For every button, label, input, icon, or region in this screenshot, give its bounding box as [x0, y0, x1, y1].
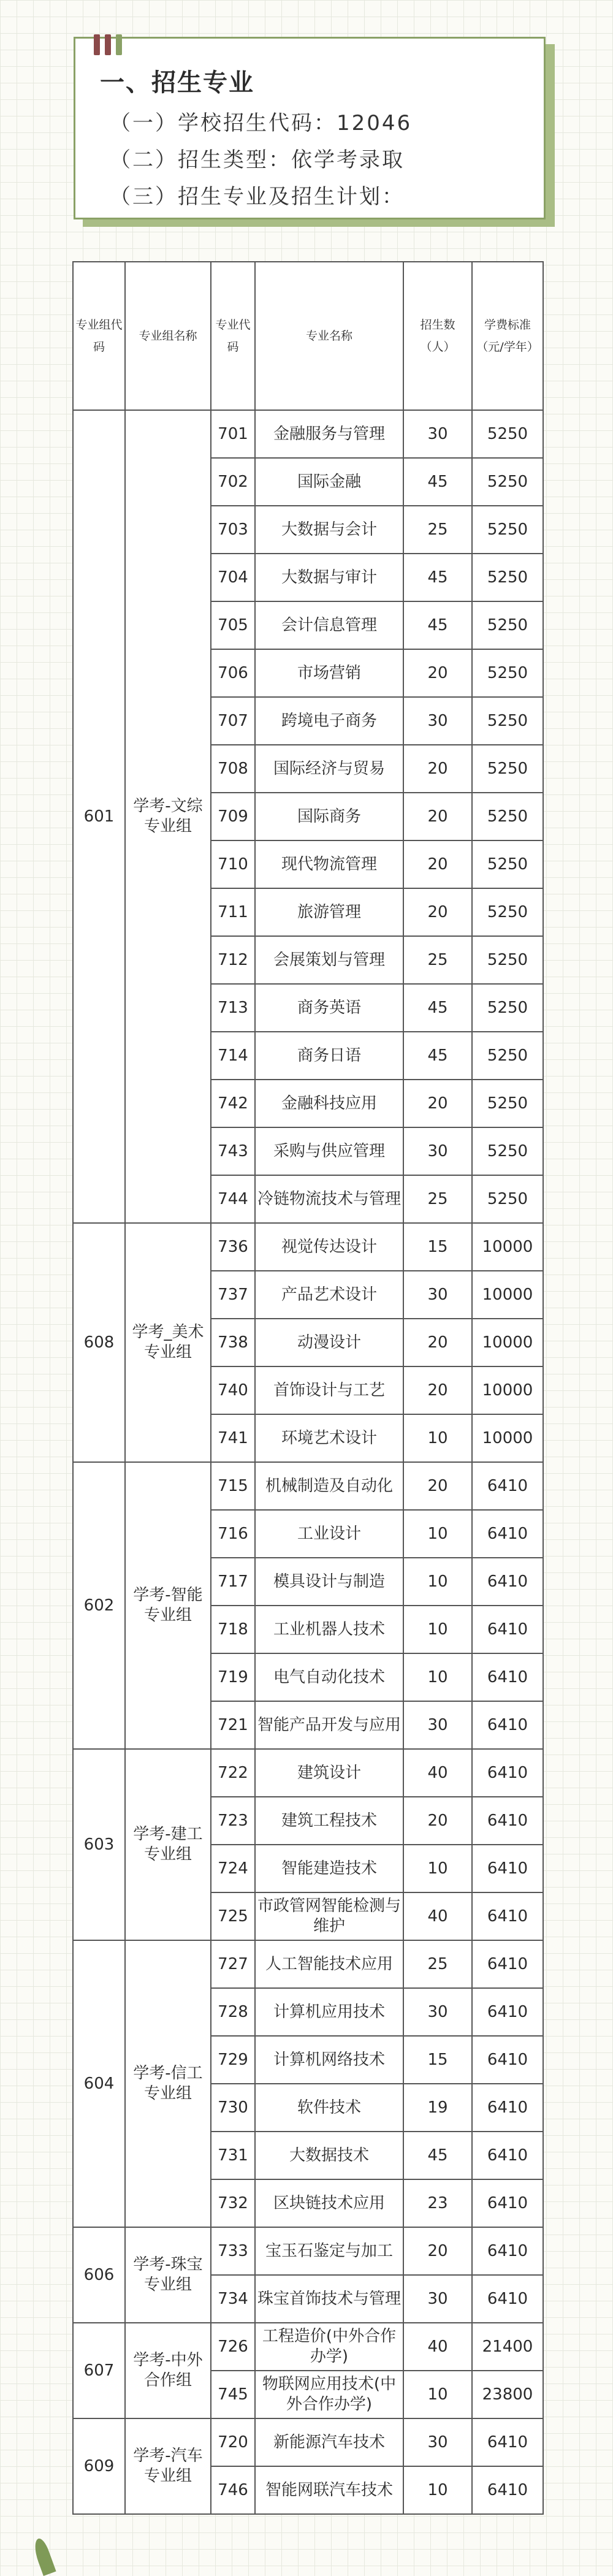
fee-cell: 6410 [472, 1797, 543, 1845]
fee-cell: 10000 [472, 1366, 543, 1414]
col-header-count: 招生数（人） [403, 262, 472, 410]
major-name-cell: 大数据与会计 [255, 506, 403, 554]
fee-cell: 6410 [472, 1701, 543, 1749]
count-cell: 20 [403, 888, 472, 936]
major-name-cell: 商务英语 [255, 984, 403, 1032]
group-name-cell: 学考-信工专业组 [125, 1940, 211, 2227]
group-name-cell: 学考-文综专业组 [125, 410, 211, 1223]
fee-cell: 21400 [472, 2323, 543, 2371]
major-code-cell: 734 [211, 2275, 255, 2323]
fee-cell: 6410 [472, 1940, 543, 1988]
major-name-cell: 视觉传达设计 [255, 1223, 403, 1271]
col-header-major-name: 专业名称 [255, 262, 403, 410]
fee-cell: 6410 [472, 1988, 543, 2036]
fee-cell: 5250 [472, 649, 543, 697]
count-cell: 40 [403, 2323, 472, 2371]
major-name-cell: 金融科技应用 [255, 1080, 403, 1127]
count-cell: 10 [403, 1510, 472, 1558]
major-name-cell: 新能源汽车技术 [255, 2418, 403, 2466]
major-code-cell: 746 [211, 2466, 255, 2514]
major-code-cell: 728 [211, 1988, 255, 2036]
count-cell: 20 [403, 1319, 472, 1366]
major-name-cell: 产品艺术设计 [255, 1271, 403, 1319]
count-cell: 45 [403, 2132, 472, 2179]
major-code-cell: 745 [211, 2371, 255, 2418]
major-code-cell: 701 [211, 410, 255, 458]
fee-cell: 6410 [472, 1653, 543, 1701]
count-cell: 30 [403, 2418, 472, 2466]
major-code-cell: 702 [211, 458, 255, 506]
fee-cell: 5250 [472, 410, 543, 458]
major-code-cell: 736 [211, 1223, 255, 1271]
count-cell: 45 [403, 601, 472, 649]
count-cell: 20 [403, 1797, 472, 1845]
count-cell: 25 [403, 1940, 472, 1988]
fee-cell: 10000 [472, 1319, 543, 1366]
major-code-cell: 733 [211, 2227, 255, 2275]
group-code-cell: 607 [73, 2323, 125, 2418]
count-cell: 25 [403, 936, 472, 984]
leaf-decoration [31, 2537, 56, 2576]
major-code-cell: 719 [211, 1653, 255, 1701]
count-cell: 25 [403, 506, 472, 554]
count-cell: 40 [403, 1749, 472, 1797]
fee-cell: 6410 [472, 2132, 543, 2179]
major-name-cell: 首饰设计与工艺 [255, 1366, 403, 1414]
major-name-cell: 市政管网智能检测与维护 [255, 1892, 403, 1940]
major-code-cell: 722 [211, 1749, 255, 1797]
major-name-cell: 模具设计与制造 [255, 1558, 403, 1606]
major-code-cell: 711 [211, 888, 255, 936]
table-row [73, 2418, 543, 2466]
major-name-cell: 工程造价(中外合作办学) [255, 2323, 403, 2371]
major-name-cell: 电气自动化技术 [255, 1653, 403, 1701]
fee-cell: 5250 [472, 793, 543, 840]
major-code-cell: 737 [211, 1271, 255, 1319]
major-code-cell: 714 [211, 1032, 255, 1080]
count-cell: 45 [403, 554, 472, 601]
major-name-cell: 工业机器人技术 [255, 1606, 403, 1653]
major-name-cell: 旅游管理 [255, 888, 403, 936]
major-name-cell: 国际经济与贸易 [255, 745, 403, 793]
fee-cell: 5250 [472, 697, 543, 745]
count-cell: 30 [403, 1127, 472, 1175]
count-cell: 20 [403, 649, 472, 697]
major-name-cell: 动漫设计 [255, 1319, 403, 1366]
decor-tab-mark [116, 34, 122, 55]
fee-cell: 6410 [472, 1462, 543, 1510]
fee-cell: 5250 [472, 506, 543, 554]
enrollment-plan-table [72, 261, 544, 2515]
fee-cell: 23800 [472, 2371, 543, 2418]
fee-cell: 6410 [472, 1510, 543, 1558]
fee-cell: 6410 [472, 1606, 543, 1653]
fee-cell: 5250 [472, 936, 543, 984]
table-row [73, 1223, 543, 1271]
count-cell: 45 [403, 1032, 472, 1080]
fee-cell: 5250 [472, 458, 543, 506]
count-cell: 23 [403, 2179, 472, 2227]
count-cell: 30 [403, 2275, 472, 2323]
major-name-cell: 大数据技术 [255, 2132, 403, 2179]
group-name-cell: 学考-中外合作组 [125, 2323, 211, 2418]
count-cell: 20 [403, 2227, 472, 2275]
major-code-cell: 744 [211, 1175, 255, 1223]
fee-cell: 5250 [472, 601, 543, 649]
col-header-fee: 学费标准（元/学年） [472, 262, 543, 410]
major-name-cell: 金融服务与管理 [255, 410, 403, 458]
major-name-cell: 跨境电子商务 [255, 697, 403, 745]
major-code-cell: 718 [211, 1606, 255, 1653]
major-name-cell: 建筑工程技术 [255, 1797, 403, 1845]
major-name-cell: 市场营销 [255, 649, 403, 697]
major-code-cell: 712 [211, 936, 255, 984]
fee-cell: 6410 [472, 2227, 543, 2275]
col-header-group-code: 专业组代码 [73, 262, 125, 410]
group-code-cell: 603 [73, 1749, 125, 1940]
table-header-row [73, 262, 543, 410]
fee-cell: 6410 [472, 2179, 543, 2227]
count-cell: 25 [403, 1175, 472, 1223]
major-name-cell: 宝玉石鉴定与加工 [255, 2227, 403, 2275]
count-cell: 30 [403, 1988, 472, 2036]
major-code-cell: 738 [211, 1319, 255, 1366]
major-name-cell: 区块链技术应用 [255, 2179, 403, 2227]
major-code-cell: 720 [211, 2418, 255, 2466]
major-code-cell: 707 [211, 697, 255, 745]
group-name-cell: 学考_美术专业组 [125, 1223, 211, 1462]
count-cell: 20 [403, 1462, 472, 1510]
major-code-cell: 716 [211, 1510, 255, 1558]
count-cell: 10 [403, 1558, 472, 1606]
table-row [73, 410, 543, 458]
fee-cell: 6410 [472, 2084, 543, 2132]
fee-cell: 5250 [472, 888, 543, 936]
count-cell: 19 [403, 2084, 472, 2132]
plan-heading-line: （三）招生专业及招生计划： [110, 185, 405, 209]
major-code-cell: 723 [211, 1797, 255, 1845]
fee-cell: 6410 [472, 2275, 543, 2323]
count-cell: 20 [403, 1080, 472, 1127]
count-cell: 10 [403, 1845, 472, 1892]
table-row [73, 1462, 543, 1510]
count-cell: 10 [403, 1414, 472, 1462]
major-code-cell: 741 [211, 1414, 255, 1462]
major-code-cell: 724 [211, 1845, 255, 1892]
table-body [73, 410, 543, 2514]
fee-cell: 6410 [472, 1558, 543, 1606]
count-cell: 30 [403, 1271, 472, 1319]
fee-cell: 6410 [472, 1749, 543, 1797]
major-name-cell: 机械制造及自动化 [255, 1462, 403, 1510]
major-name-cell: 工业设计 [255, 1510, 403, 1558]
count-cell: 30 [403, 410, 472, 458]
major-name-cell: 国际商务 [255, 793, 403, 840]
decor-tab-mark [94, 34, 100, 55]
group-code-cell: 608 [73, 1223, 125, 1462]
count-cell: 30 [403, 697, 472, 745]
group-name-cell: 学考-珠宝专业组 [125, 2227, 211, 2323]
fee-cell: 5250 [472, 1175, 543, 1223]
col-header-major-code: 专业代码 [211, 262, 255, 410]
major-code-cell: 740 [211, 1366, 255, 1414]
count-cell: 45 [403, 984, 472, 1032]
count-cell: 20 [403, 840, 472, 888]
fee-cell: 6410 [472, 2036, 543, 2084]
group-code-cell: 601 [73, 410, 125, 1223]
major-name-cell: 采购与供应管理 [255, 1127, 403, 1175]
count-cell: 10 [403, 2466, 472, 2514]
count-cell: 10 [403, 1606, 472, 1653]
fee-cell: 6410 [472, 1845, 543, 1892]
count-cell: 30 [403, 1701, 472, 1749]
fee-cell: 6410 [472, 1892, 543, 1940]
major-name-cell: 现代物流管理 [255, 840, 403, 888]
header-card [74, 37, 546, 219]
fee-cell: 10000 [472, 1271, 543, 1319]
major-name-cell: 软件技术 [255, 2084, 403, 2132]
major-name-cell: 人工智能技术应用 [255, 1940, 403, 1988]
major-code-cell: 704 [211, 554, 255, 601]
count-cell: 40 [403, 1892, 472, 1940]
count-cell: 20 [403, 745, 472, 793]
fee-cell: 5250 [472, 984, 543, 1032]
fee-cell: 6410 [472, 2418, 543, 2466]
major-code-cell: 730 [211, 2084, 255, 2132]
major-name-cell: 智能建造技术 [255, 1845, 403, 1892]
major-name-cell: 大数据与审计 [255, 554, 403, 601]
count-cell: 10 [403, 1653, 472, 1701]
major-code-cell: 709 [211, 793, 255, 840]
major-name-cell: 会计信息管理 [255, 601, 403, 649]
major-code-cell: 743 [211, 1127, 255, 1175]
major-name-cell: 建筑设计 [255, 1749, 403, 1797]
count-cell: 15 [403, 2036, 472, 2084]
major-code-cell: 706 [211, 649, 255, 697]
major-code-cell: 727 [211, 1940, 255, 1988]
major-code-cell: 731 [211, 2132, 255, 2179]
group-code-cell: 609 [73, 2418, 125, 2514]
fee-cell: 5250 [472, 554, 543, 601]
major-code-cell: 726 [211, 2323, 255, 2371]
fee-cell: 5250 [472, 840, 543, 888]
major-code-cell: 715 [211, 1462, 255, 1510]
group-code-cell: 606 [73, 2227, 125, 2323]
major-code-cell: 729 [211, 2036, 255, 2084]
major-name-cell: 国际金融 [255, 458, 403, 506]
decor-tab-mark [105, 34, 111, 55]
major-name-cell: 环境艺术设计 [255, 1414, 403, 1462]
fee-cell: 5250 [472, 1127, 543, 1175]
count-cell: 45 [403, 458, 472, 506]
major-name-cell: 智能网联汽车技术 [255, 2466, 403, 2514]
fee-cell: 5250 [472, 1080, 543, 1127]
group-code-cell: 604 [73, 1940, 125, 2227]
major-name-cell: 物联网应用技术(中外合作办学) [255, 2371, 403, 2418]
count-cell: 10 [403, 2371, 472, 2418]
fee-cell: 10000 [472, 1414, 543, 1462]
table-row [73, 2227, 543, 2275]
major-code-cell: 708 [211, 745, 255, 793]
major-code-cell: 717 [211, 1558, 255, 1606]
fee-cell: 10000 [472, 1223, 543, 1271]
major-code-cell: 713 [211, 984, 255, 1032]
school-code-line: （一）学校招生代码：12046 [110, 111, 413, 135]
major-name-cell: 计算机网络技术 [255, 2036, 403, 2084]
major-name-cell: 商务日语 [255, 1032, 403, 1080]
major-name-cell: 冷链物流技术与管理 [255, 1175, 403, 1223]
table-row [73, 1940, 543, 1988]
fee-cell: 6410 [472, 2466, 543, 2514]
group-code-cell: 602 [73, 1462, 125, 1749]
count-cell: 20 [403, 1366, 472, 1414]
fee-cell: 5250 [472, 745, 543, 793]
major-name-cell: 珠宝首饰技术与管理 [255, 2275, 403, 2323]
group-name-cell: 学考-建工专业组 [125, 1749, 211, 1940]
group-name-cell: 学考-智能专业组 [125, 1462, 211, 1749]
enroll-type-line: （二）招生类型：依学考录取 [110, 148, 405, 172]
count-cell: 15 [403, 1223, 472, 1271]
major-code-cell: 705 [211, 601, 255, 649]
fee-cell: 5250 [472, 1032, 543, 1080]
major-code-cell: 710 [211, 840, 255, 888]
major-name-cell: 智能产品开发与应用 [255, 1701, 403, 1749]
major-code-cell: 721 [211, 1701, 255, 1749]
major-code-cell: 725 [211, 1892, 255, 1940]
major-name-cell: 计算机应用技术 [255, 1988, 403, 2036]
table-row [73, 1749, 543, 1797]
major-code-cell: 732 [211, 2179, 255, 2227]
col-header-group-name: 专业组名称 [125, 262, 211, 410]
count-cell: 20 [403, 793, 472, 840]
section-title: 一、招生专业 [100, 69, 254, 97]
major-code-cell: 703 [211, 506, 255, 554]
major-name-cell: 会展策划与管理 [255, 936, 403, 984]
group-name-cell: 学考-汽车专业组 [125, 2418, 211, 2514]
table-row [73, 2323, 543, 2371]
major-code-cell: 742 [211, 1080, 255, 1127]
